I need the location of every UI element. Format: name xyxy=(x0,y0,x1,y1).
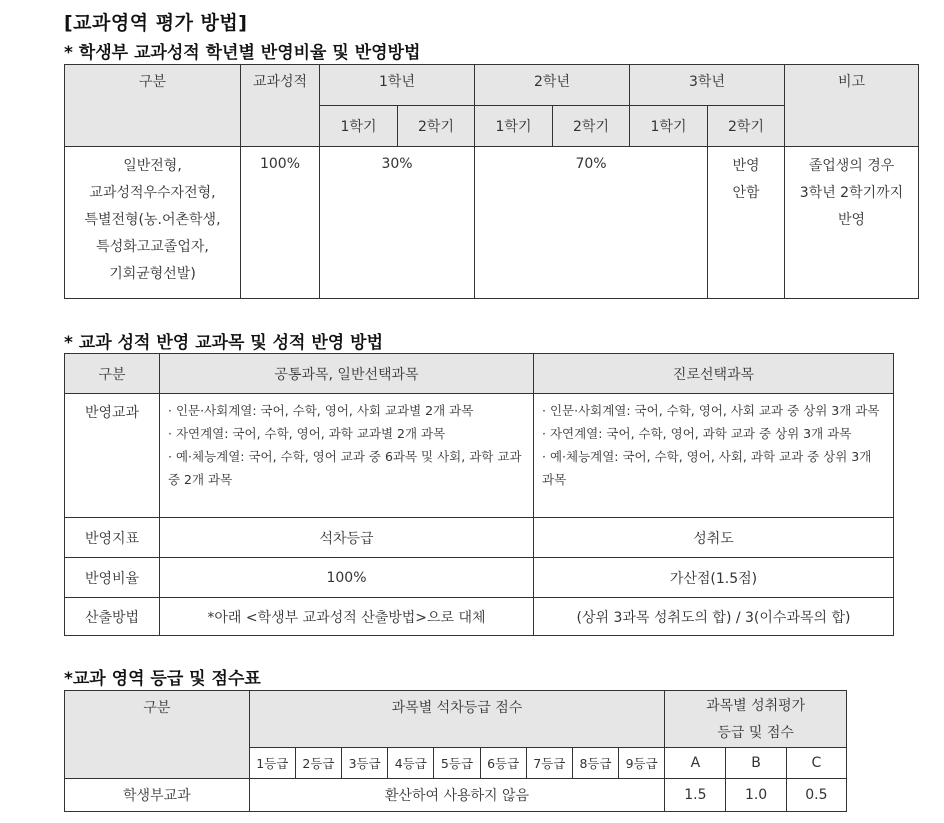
section3-heading: *교과 영역 등급 및 점수표 xyxy=(64,669,261,689)
career-subject-item: · 자연계열: 국어, 수학, 영어, 과학 교과 중 상위 3개 과목 xyxy=(542,426,852,441)
common-subject-item: · 인문·사회계열: 국어, 수학, 영어, 사회 교과별 2개 과목 xyxy=(168,403,474,418)
t2-header-category: 구분 xyxy=(65,354,160,394)
common-subject-item: · 자연계열: 국어, 수학, 영어, 과학 교과별 2개 과목 xyxy=(168,426,446,441)
grade-score-table xyxy=(64,690,847,812)
header-y3-sem1: 1학기 xyxy=(630,106,708,147)
header-y2-sem1: 1학기 xyxy=(475,106,553,147)
header-y1-sem1: 1학기 xyxy=(320,106,398,147)
indicator-common: 석차등급 xyxy=(160,518,534,558)
achievement-line: 등급 및 점수 xyxy=(717,725,794,741)
grade-cell: 5등급 xyxy=(434,748,480,779)
letter-cell: A xyxy=(665,748,726,779)
indicator-label: 반영지표 xyxy=(65,518,160,558)
header-year3: 3학년 xyxy=(630,65,785,106)
career-subject-item: · 인문·사회계열: 국어, 수학, 영어, 사회 교과 중 상위 3개 과목 xyxy=(542,403,880,418)
grade-cell: 4등급 xyxy=(388,748,434,779)
category-line: 기회균형선발) xyxy=(109,266,196,282)
grade-ratio-table xyxy=(64,64,919,299)
letter-cell: C xyxy=(786,748,846,779)
row-year3 xyxy=(708,147,785,299)
header-grade-score: 교과성적 xyxy=(241,65,320,147)
header-year1: 1학년 xyxy=(320,65,475,106)
category-line: 특별전형(농.어촌학생, xyxy=(84,212,221,228)
ratio-label: 반영비율 xyxy=(65,558,160,598)
header-y1-sem2: 2학기 xyxy=(398,106,475,147)
achievement-line: 과목별 성취평가 xyxy=(706,698,806,714)
category-line: 특성화고교졸업자, xyxy=(96,239,209,255)
t2-header-common: 공통과목, 일반선택과목 xyxy=(160,354,534,394)
grade-cell: 2등급 xyxy=(295,748,341,779)
subjects-label: 반영교과 xyxy=(65,394,160,518)
indicator-career: 성취도 xyxy=(534,518,894,558)
grade-cell: 8등급 xyxy=(572,748,618,779)
note-line: 3학년 2학기까지 xyxy=(799,185,904,201)
t3-header-achievement xyxy=(665,691,847,748)
t3-header-category: 구분 xyxy=(65,691,250,779)
common-subjects xyxy=(160,394,534,518)
subject-method-table xyxy=(64,353,894,636)
header-note: 비고 xyxy=(785,65,919,147)
grade-cell: 9등급 xyxy=(619,748,665,779)
t3-header-rank: 과목별 석차등급 점수 xyxy=(249,691,665,748)
header-y2-sem2: 2학기 xyxy=(553,106,630,147)
category-line: 교과성적우수자전형, xyxy=(89,185,216,201)
method-label: 산출방법 xyxy=(65,598,160,636)
header-category: 구분 xyxy=(65,65,241,147)
row-category xyxy=(65,147,241,299)
common-subject-item: · 예·체능계열: 국어, 수학, 영어 교과 중 6과목 및 사회, 과학 교과 중 2개 과목 xyxy=(168,449,522,487)
method-common: *아래 <학생부 교과성적 산출방법>으로 대체 xyxy=(160,598,534,636)
letter-cell: B xyxy=(726,748,786,779)
score-cell: 1.5 xyxy=(665,779,726,812)
t2-header-career: 진로선택과목 xyxy=(534,354,894,394)
section2-heading: * 교과 성적 반영 교과목 및 성적 반영 방법 xyxy=(64,333,383,353)
page-title: [교과영역 평가 방법] xyxy=(64,12,248,34)
score-cell: 0.5 xyxy=(786,779,846,812)
section1-heading: * 학생부 교과성적 학년별 반영비율 및 반영방법 xyxy=(64,43,421,63)
year3-line: 안함 xyxy=(732,185,760,201)
t3-row-label: 학생부교과 xyxy=(65,779,250,812)
year3-line: 반영 xyxy=(732,158,760,174)
category-line: 일반전형, xyxy=(123,158,182,174)
grade-cell: 3등급 xyxy=(342,748,388,779)
header-y3-sem2: 2학기 xyxy=(708,106,785,147)
score-cell: 1.0 xyxy=(726,779,786,812)
career-subjects xyxy=(534,394,894,518)
note-line: 졸업생의 경우 xyxy=(808,158,895,174)
career-subject-item: · 예·체능계열: 국어, 수학, 영어, 사회, 과학 교과 중 상위 3개 과목 xyxy=(542,449,872,487)
ratio-common: 100% xyxy=(160,558,534,598)
grade-cell: 1등급 xyxy=(249,748,295,779)
row-grade-score: 100% xyxy=(241,147,320,299)
header-year2: 2학년 xyxy=(475,65,630,106)
row-year1: 30% xyxy=(320,147,475,299)
row-year2: 70% xyxy=(475,147,708,299)
grade-cell: 6등급 xyxy=(480,748,526,779)
t3-rank-note: 환산하여 사용하지 않음 xyxy=(249,779,665,812)
note-line: 반영 xyxy=(837,212,866,228)
ratio-career: 가산점(1.5점) xyxy=(534,558,894,598)
row-note xyxy=(785,147,919,299)
grade-cell: 7등급 xyxy=(526,748,572,779)
method-career: (상위 3과목 성취도의 합) / 3(이수과목의 합) xyxy=(534,598,894,636)
